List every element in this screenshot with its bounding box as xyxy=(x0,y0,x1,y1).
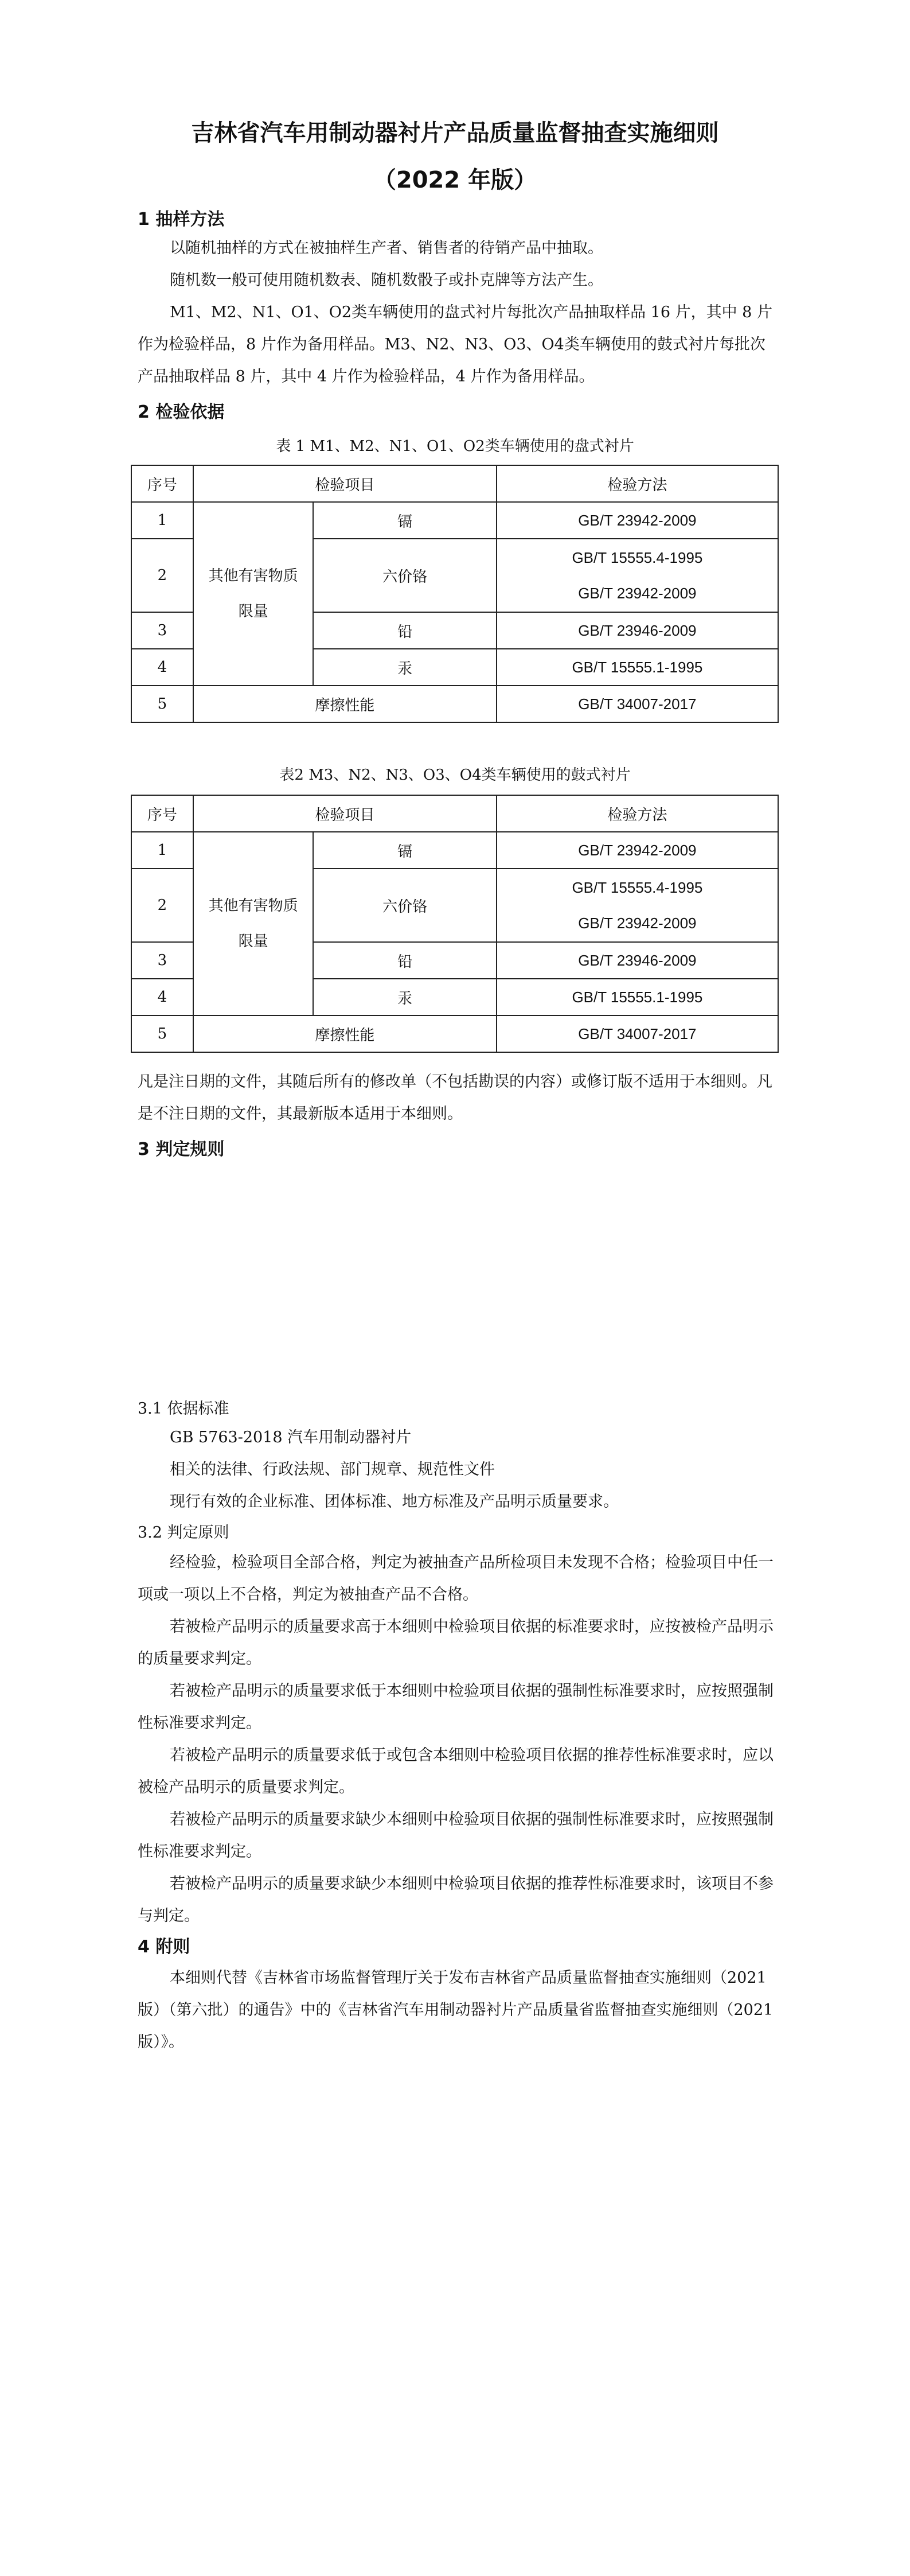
row-number: 4 xyxy=(131,649,193,686)
header-cell: 检验项目 xyxy=(193,795,497,832)
table-1-caption: 表 1 M1、M2、N1、O1、O2类车辆使用的盘式衬片 xyxy=(276,438,634,455)
table-header-row xyxy=(131,795,778,832)
method-cell xyxy=(497,539,778,612)
method-cell: GB/T 23942-2009 xyxy=(497,832,778,869)
item-cell: 铅 xyxy=(313,942,496,979)
section-3-1-item: 相关的法律、行政法规、部门规章、规范性文件 xyxy=(170,1461,495,1478)
group-label xyxy=(193,832,314,1015)
section-4-paragraph: 本细则代替《吉林省市场监督管理厅关于发布吉林省产品质量监督抽查实施细则（2021 版）（第六批）的通告》中的《吉林省汽车用制动器衬片产品质量省监督抽查实施细则（2021 版）》。 xyxy=(138,1969,774,2051)
item-cell: 六价铬 xyxy=(313,869,496,942)
table-1 xyxy=(131,465,779,723)
section-1-paragraph-1: 以随机抽样的方式在被抽样生产者、销售者的待销产品中抽取。 xyxy=(170,239,603,257)
row-number: 5 xyxy=(131,686,193,722)
section-1-paragraph-2: 随机数一般可使用随机数表、随机数骰子或扑克牌等方法产生。 xyxy=(170,271,603,289)
group-label-line: 其他有害物质 xyxy=(208,567,298,585)
section-3-2-paragraph: 经检验，检验项目全部合格，判定为被抽查产品所检项目未发现不合格；检验项目中任一项或一项以上不合格，判定为被抽查产品不合格。 xyxy=(138,1554,774,1604)
method-line: GB/T 23942-2009 xyxy=(578,915,697,932)
group-label-line: 限量 xyxy=(238,603,268,620)
header-cell: 序号 xyxy=(131,795,193,832)
header-cell: 序号 xyxy=(131,465,193,502)
header-cell: 检验方法 xyxy=(497,465,778,502)
group-label xyxy=(193,502,314,686)
method-cell: GB/T 15555.1-1995 xyxy=(497,649,778,686)
row-number: 4 xyxy=(131,979,193,1015)
item-cell: 摩擦性能 xyxy=(193,1015,497,1052)
method-cell: GB/T 23946-2009 xyxy=(497,942,778,979)
row-number: 3 xyxy=(131,612,193,649)
method-cell xyxy=(497,869,778,942)
section-1-paragraph-3: M1、M2、N1、O1、O2类车辆使用的盘式衬片每批次产品抽取样品 16 片，其中 8 片作为检验样品，8 片作为备用样品。M3、N2、N3、O3、O4类车辆使用的鼓式衬片每批次产品抽取样品 8 片，其中 4 片作为检验样品，4 片作为备用样品。 xyxy=(138,303,772,386)
section-2-note: 凡是注日期的文件，其随后所有的修改单（不包括勘误的内容）或修订版不适用于本细则。凡是不注日期的文件，其最新版本适用于本细则。 xyxy=(138,1073,772,1123)
section-3-2-paragraph: 若被检产品明示的质量要求缺少本细则中检验项目依据的推荐性标准要求时，该项目不参与判定。 xyxy=(138,1875,774,1925)
section-3-2-heading: 3.2 判定原则 xyxy=(138,1524,229,1542)
method-line: GB/T 23942-2009 xyxy=(578,585,697,602)
row-number: 3 xyxy=(131,942,193,979)
method-line: GB/T 15555.4-1995 xyxy=(572,549,703,566)
section-3-2-paragraph: 若被检产品明示的质量要求低于本细则中检验项目依据的强制性标准要求时，应按照强制性标准要求判定。 xyxy=(138,1682,774,1732)
item-cell: 镉 xyxy=(313,832,496,869)
row-number: 1 xyxy=(131,502,193,539)
document-subtitle: （2022 年版） xyxy=(373,167,537,193)
method-cell: GB/T 34007-2017 xyxy=(497,686,778,722)
section-3-2-paragraph: 若被检产品明示的质量要求低于或包含本细则中检验项目依据的推荐性标准要求时，应以被检产品明示的质量要求判定。 xyxy=(138,1746,774,1796)
row-number: 1 xyxy=(131,832,193,869)
section-2-heading: 2 检验依据 xyxy=(138,402,225,422)
table-row xyxy=(131,1015,778,1052)
item-cell: 镉 xyxy=(313,502,496,539)
section-3-1-item: GB 5763-2018 汽车用制动器衬片 xyxy=(170,1429,412,1446)
group-label-line: 限量 xyxy=(238,933,268,950)
method-cell: GB/T 34007-2017 xyxy=(497,1015,778,1052)
item-cell: 铅 xyxy=(313,612,496,649)
section-1-heading: 1 抽样方法 xyxy=(138,209,225,229)
section-3-2-paragraph: 若被检产品明示的质量要求缺少本细则中检验项目依据的强制性标准要求时，应按照强制性标准要求判定。 xyxy=(138,1811,774,1861)
method-cell: GB/T 23946-2009 xyxy=(497,612,778,649)
section-3-1-item: 现行有效的企业标准、团体标准、地方标准及产品明示质量要求。 xyxy=(170,1493,619,1511)
header-cell: 检验方法 xyxy=(497,795,778,832)
item-cell: 六价铬 xyxy=(313,539,496,612)
section-3-1-heading: 3.1 依据标准 xyxy=(138,1400,229,1418)
table-2 xyxy=(131,795,779,1053)
table-2-caption: 表2 M3、N2、N3、O3、O4类车辆使用的鼓式衬片 xyxy=(279,766,631,784)
section-3-heading: 3 判定规则 xyxy=(138,1139,225,1159)
row-number: 5 xyxy=(131,1015,193,1052)
document-title: 吉林省汽车用制动器衬片产品质量监督抽查实施细则 xyxy=(191,120,719,146)
section-3-2-paragraph: 若被检产品明示的质量要求高于本细则中检验项目依据的标准要求时，应按被检产品明示的质量要求判定。 xyxy=(138,1618,774,1668)
item-cell: 汞 xyxy=(313,649,496,686)
item-cell: 摩擦性能 xyxy=(193,686,497,722)
method-line: GB/T 15555.4-1995 xyxy=(572,879,703,896)
table-row xyxy=(131,502,778,539)
section-4-heading: 4 附则 xyxy=(138,1937,190,1957)
row-number: 2 xyxy=(131,869,193,942)
method-cell: GB/T 23942-2009 xyxy=(497,502,778,539)
group-label-line: 其他有害物质 xyxy=(208,897,298,915)
table-row xyxy=(131,832,778,869)
table-row xyxy=(131,686,778,722)
item-cell: 汞 xyxy=(313,979,496,1015)
row-number: 2 xyxy=(131,539,193,612)
header-cell: 检验项目 xyxy=(193,465,497,502)
method-cell: GB/T 15555.1-1995 xyxy=(497,979,778,1015)
table-header-row xyxy=(131,465,778,502)
